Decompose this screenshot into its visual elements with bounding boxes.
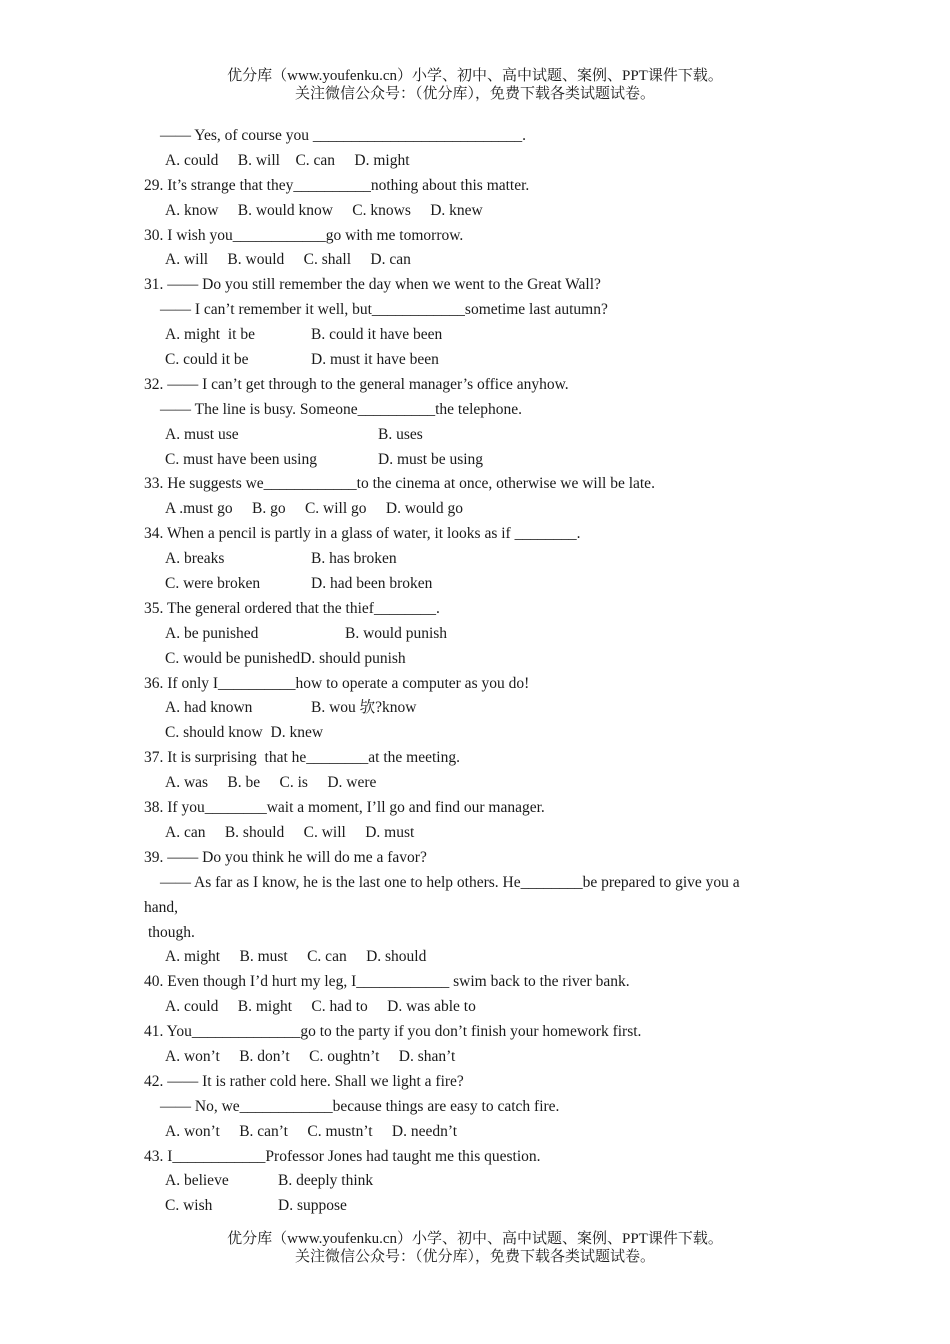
question-text-line [144, 970, 804, 995]
question-text: 33. He suggests we____________to the cinema at once, otherwise we will be late. [144, 475, 655, 493]
question-text-line [144, 224, 804, 249]
question-text-line [144, 921, 804, 946]
question-text: 42. —— It is rather cold here. Shall we light a fire? [144, 1072, 464, 1090]
option-text-column-2: B. wou 欤?know [311, 699, 417, 717]
question-text: 30. I wish you____________go with me tomorrow. [144, 226, 464, 244]
answer-options-line [144, 497, 804, 522]
option-text: A. know B. would know C. knows D. knew [165, 201, 483, 219]
footer-line-1: 优分库（www.youfenku.cn）小学、初中、高中试题、案例、PPT课件下载。 [227, 1231, 723, 1247]
option-text-column-2: B. would punish [345, 624, 448, 642]
answer-options-line [144, 721, 804, 746]
answer-options-line [144, 821, 804, 846]
option-text: A. must use [165, 425, 239, 443]
option-text: A. believe [165, 1172, 229, 1190]
option-text-column-2: D. must it have been [311, 351, 439, 369]
question-text-line [144, 1145, 804, 1170]
question-text-line [144, 472, 804, 497]
answer-options-line [144, 448, 804, 473]
option-text: A. breaks [165, 550, 225, 568]
question-text-line [144, 298, 804, 323]
answer-options-line [144, 1194, 804, 1219]
question-text: 34. When a pencil is partly in a glass of water, it looks as if ________. [144, 525, 581, 543]
answer-options-line [144, 771, 804, 796]
option-text: C. must have been using [165, 450, 317, 468]
header-line-1: 优分库（www.youfenku.cn）小学、初中、高中试题、案例、PPT课件下载。 [227, 68, 723, 84]
question-text-line [144, 273, 804, 298]
option-text-column-2: B. could it have been [311, 326, 443, 344]
option-text: A. might B. must C. can D. should [165, 948, 427, 966]
option-text: C. should know D. knew [165, 724, 324, 742]
option-text: A. won’t B. can’t C. mustn’t D. needn’t [165, 1122, 458, 1140]
question-text-line [144, 672, 804, 697]
question-text: —— As far as I know, he is the last one to help others. He________be prepared to give you a [160, 873, 740, 891]
question-text-line [144, 522, 804, 547]
question-text: 43. I____________Professor Jones had taught me this question. [144, 1147, 541, 1165]
answer-options-line [144, 1120, 804, 1145]
option-text: C. could it be [165, 351, 249, 369]
answer-options-line [144, 945, 804, 970]
question-text-line [144, 373, 804, 398]
page-footer [0, 1230, 950, 1266]
question-text-line [144, 597, 804, 622]
answer-options-line [144, 149, 804, 174]
question-text: hand, [144, 898, 179, 916]
question-text: 41. You______________go to the party if you don’t finish your homework first. [144, 1023, 642, 1041]
question-text: 37. It is surprising that he________at the meeting. [144, 749, 460, 767]
question-text: 36. If only I__________how to operate a computer as you do! [144, 674, 530, 692]
option-text: A. might it be [165, 326, 255, 344]
option-text-column-2: D. suppose [278, 1197, 347, 1215]
header-line-2: 关注微信公众号：（优分库），免费下载各类试题试卷。 [294, 86, 655, 102]
question-text: though. [148, 923, 195, 941]
option-text: A. won’t B. don’t C. oughtn’t D. shan’t [165, 1047, 456, 1065]
option-text-column-2: D. had been broken [311, 575, 433, 593]
question-text-line [144, 1070, 804, 1095]
question-text-line [144, 174, 804, 199]
option-text: A .must go B. go C. will go D. would go [165, 500, 463, 518]
answer-options-line [144, 348, 804, 373]
page-header [0, 67, 950, 103]
option-text: A. be punished [165, 624, 259, 642]
question-text: —— Yes, of course you ___________________________. [160, 127, 526, 144]
option-text: A. had known [165, 699, 253, 717]
question-text: 35. The general ordered that the thief________. [144, 599, 440, 617]
answer-options-line [144, 248, 804, 273]
option-text: C. were broken [165, 575, 261, 593]
option-text: A. could B. will C. can D. might [165, 151, 410, 169]
option-text: A. was B. be C. is D. were [165, 774, 377, 792]
answer-options-line [144, 647, 804, 672]
question-text: 31. —— Do you still remember the day when we went to the Great Wall? [144, 276, 601, 294]
question-text: 32. —— I can’t get through to the general manager’s office anyhow. [144, 375, 569, 393]
answer-options-line [144, 323, 804, 348]
question-text-line [144, 1095, 804, 1120]
option-text: A. could B. might C. had to D. was able to [165, 998, 476, 1016]
question-text: 38. If you________wait a moment, I’ll go and find our manager. [144, 799, 545, 817]
question-text-line [144, 896, 804, 921]
question-text: —— The line is busy. Someone__________the telephone. [160, 400, 523, 418]
option-text-column-2: B. deeply think [278, 1172, 374, 1190]
question-text: —— I can’t remember it well, but____________sometime last autumn? [160, 301, 608, 319]
option-text-column-2: D. must be using [378, 450, 484, 468]
question-list [144, 124, 804, 1219]
answer-options-line [144, 696, 804, 721]
option-text: A. will B. would C. shall D. can [165, 251, 411, 269]
answer-options-line [144, 547, 804, 572]
answer-options-line [144, 995, 804, 1020]
answer-options-line [144, 1169, 804, 1194]
question-text-line [144, 1020, 804, 1045]
option-text-column-2: B. uses [378, 425, 423, 443]
footer-line-2: 关注微信公众号：（优分库），免费下载各类试题试卷。 [294, 1249, 655, 1265]
option-text: C. wish [165, 1197, 213, 1215]
question-text-line [144, 871, 804, 896]
question-text: —— No, we____________because things are easy to catch fire. [160, 1097, 560, 1115]
option-text: A. can B. should C. will D. must [165, 823, 415, 841]
answer-options-line [144, 199, 804, 224]
option-text-column-2: B. has broken [311, 550, 397, 568]
question-text-line [144, 398, 804, 423]
option-text: C. would be punishedD. should punish [165, 649, 406, 667]
answer-options-line [144, 622, 804, 647]
question-text-line [144, 846, 804, 871]
answer-options-line [144, 572, 804, 597]
answer-options-line [144, 1045, 804, 1070]
question-text: 39. —— Do you think he will do me a favor? [144, 848, 427, 866]
question-text-line [144, 746, 804, 771]
answer-options-line [144, 423, 804, 448]
question-text: 40. Even though I’d hurt my leg, I____________ swim back to the river bank. [144, 973, 630, 991]
question-text-line [144, 796, 804, 821]
question-text-line [144, 124, 804, 149]
question-text: 29. It’s strange that they__________nothing about this matter. [144, 176, 530, 194]
